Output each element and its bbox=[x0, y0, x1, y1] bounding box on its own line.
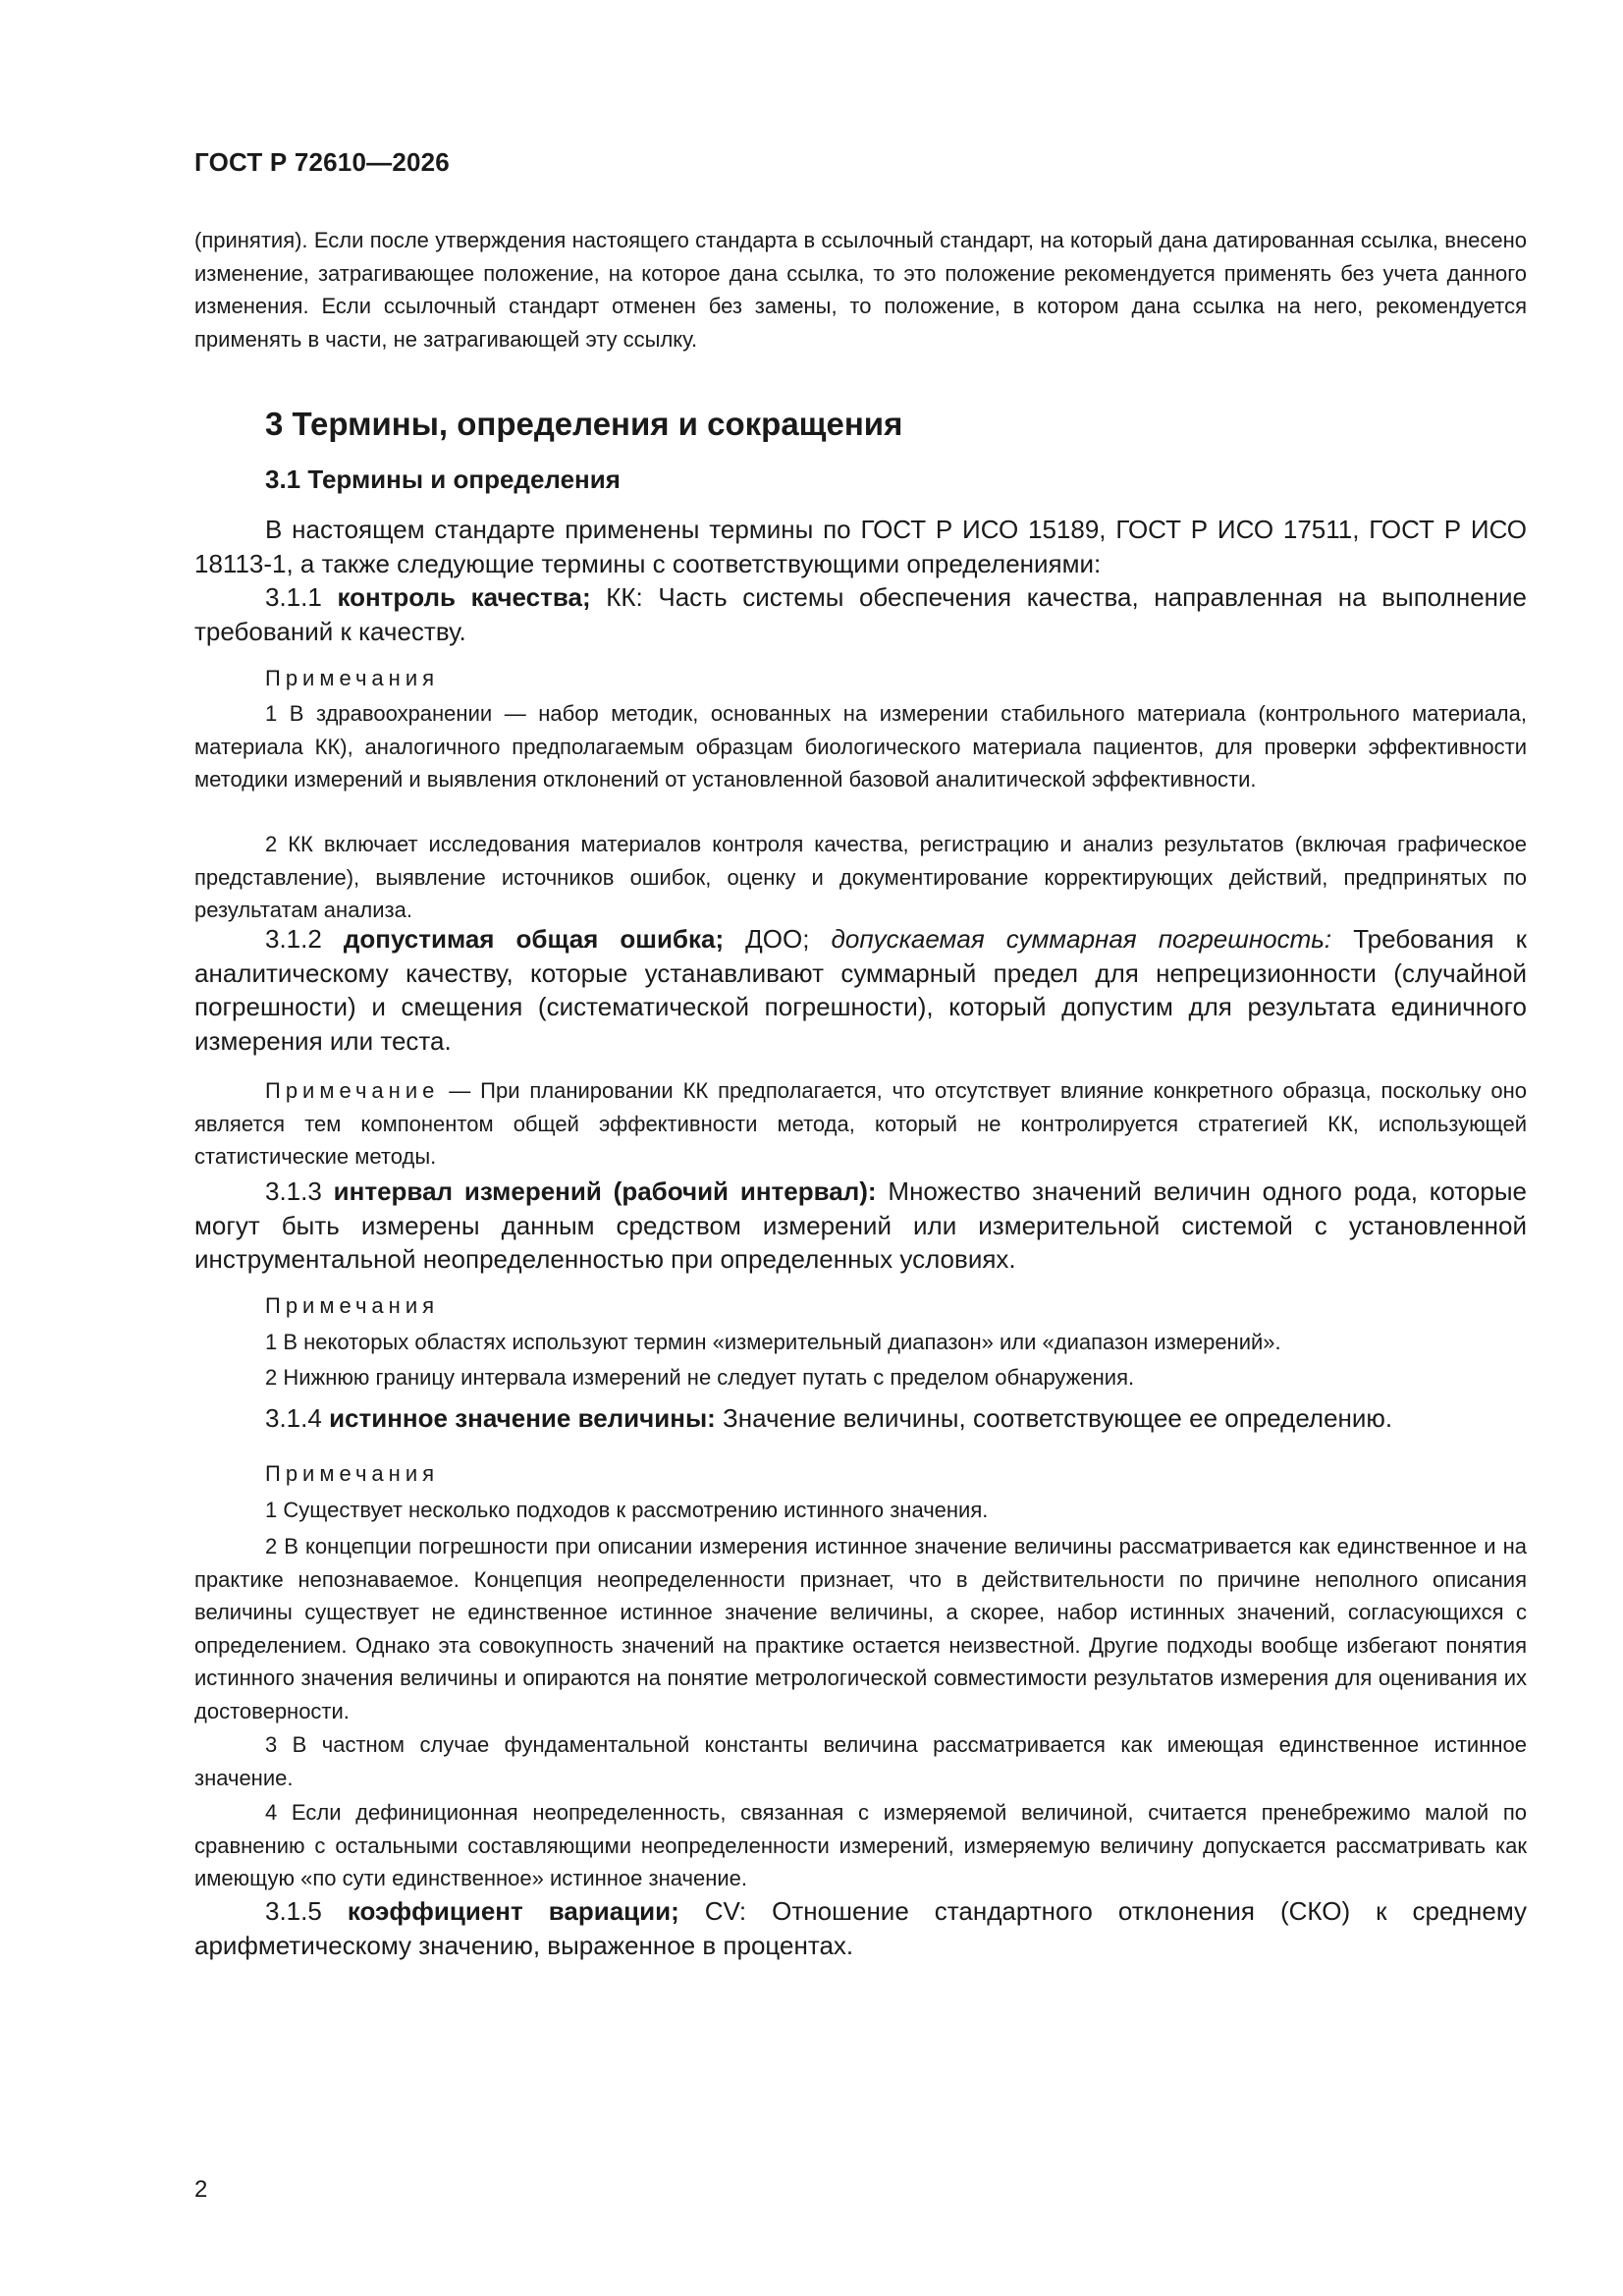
term-3-1-3 bbox=[194, 1175, 1527, 1277]
term-name: интервал измерений (рабочий интервал): bbox=[333, 1176, 877, 1206]
note: 4 Если дефиниционная неопределенность, связанная с измеряемой величиной, считается пренебрежимо малой по сравнению с остальными составляющими неопределенности измерений, измеряемую величину допускается рассматривать как имеющую «по сути единственное» истинное значение. bbox=[194, 1800, 1527, 1890]
term-3-1-5 bbox=[194, 1894, 1527, 1962]
term-definition: Часть системы обеспечения качества, направленная на выполнение требований к качеству. bbox=[194, 582, 1528, 646]
note-text: — При планировании КК предполагается, что отсутствует влияние конкретного образца, поскольку оно является тем компонентом общей эффективности метода, который не контролируется стратегией КК, использующей статистические методы. bbox=[194, 1078, 1527, 1169]
term-number: 3.1.4 bbox=[265, 1403, 322, 1433]
note-label: Примечание bbox=[265, 1078, 440, 1103]
note: 2 В концепции погрешности при описании измерения истинное значение величины рассматривается как единственное и на практике непознаваемое. Концепция неопределенности признает, что в действительности по причине неполного описания величины существует не единственное истинное значение величины, а скорее, набор истинных значений, согласующихся с определением. Однако эта совокупность значений на практике остается неизвестной. Другие подходы вообще избегают понятия истинного значения величины и опираются на понятие метрологической совместимости результатов измерения для оценивания их достоверности. bbox=[194, 1534, 1527, 1723]
note: 1 В некоторых областях используют термин «измерительный диапазон» или «диапазон измерений». bbox=[265, 1330, 1281, 1354]
section-title: 3 Термины, определения и сокращения bbox=[265, 406, 903, 442]
term-definition: Значение величины, соответствующее ее определению. bbox=[723, 1403, 1393, 1433]
notes-label: Примечания bbox=[265, 1461, 440, 1486]
term-name: допустимая общая ошибка; bbox=[343, 924, 725, 954]
note: 2 Нижнюю границу интервала измерений не следует путать с пределом обнаружения. bbox=[265, 1365, 1135, 1390]
term-abbreviation: ДОО; bbox=[745, 924, 810, 954]
term-name: коэффициент вариации; bbox=[347, 1896, 679, 1926]
term-definition: Отношение стандартного отклонения (СКО) к среднему арифметическому значению, выраженное в процентах. bbox=[194, 1896, 1527, 1960]
term-abbreviation: CV: bbox=[704, 1896, 747, 1926]
note: 3 В частном случае фундаментальной константы величина рассматривается как имеющая единственное истинное значение. bbox=[194, 1732, 1527, 1790]
section-lead: В настоящем стандарте применены термины по ГОСТ Р ИСО 15189, ГОСТ Р ИСО 17511, ГОСТ Р ИСО 18113-1, а также следующие термины с соответствующими определениями: bbox=[194, 515, 1527, 578]
notes-label: Примечания bbox=[265, 1293, 440, 1318]
page-number: 2 bbox=[194, 2176, 208, 2203]
term-3-1-1 bbox=[194, 580, 1527, 648]
term-3-1-2 bbox=[194, 922, 1527, 1058]
note: 1 В здравоохранении — набор методик, основанных на измерении стабильного материала (контрольного материала, материала КК), аналогичного предполагаемым образцам биологического материала пациентов, для проверки эффективности методики измерений и выявления отклонений от установленной базовой аналитической эффективности. bbox=[194, 701, 1527, 792]
note: 1 Существует несколько подходов к рассмотрению истинного значения. bbox=[265, 1498, 989, 1522]
term-number: 3.1.5 bbox=[265, 1896, 322, 1926]
term-number: 3.1.2 bbox=[265, 924, 322, 954]
term-abbreviation: КК: bbox=[606, 582, 643, 612]
term-3-1-4 bbox=[194, 1401, 1527, 1436]
term-number: 3.1.1 bbox=[265, 582, 322, 612]
term-definition: Требования к аналитическому качеству, которые устанавливают суммарный предел для непрецизионности (случайной погрешности) и смещения (систематической погрешности), который допустим для результата единичного измерения или теста. bbox=[194, 924, 1527, 1056]
subsection-title: 3.1 Термины и определения bbox=[265, 465, 621, 494]
term-name: истинное значение величины: bbox=[329, 1403, 716, 1433]
notes-label: Примечания bbox=[265, 666, 440, 690]
term-number: 3.1.3 bbox=[265, 1176, 322, 1206]
document-code: ГОСТ Р 72610—2026 bbox=[194, 147, 450, 177]
term-name: контроль качества; bbox=[337, 582, 591, 612]
note bbox=[194, 1074, 1527, 1174]
note: 2 КК включает исследования материалов контроля качества, регистрацию и анализ результатов (включая графическое представление), выявление источников ошибок, оценку и документирование корректирующих действий, предпринятых по результатам анализа. bbox=[194, 832, 1527, 922]
term-definition: Множество значений величин одного рода, которые могут быть измерены данным средством измерений или измерительной системой с установленной инструментальной неопределенностью при определенных условиях. bbox=[194, 1176, 1527, 1274]
intro-paragraph: (принятия). Если после утверждения настоящего стандарта в ссылочный стандарт, на который дана датированная ссылка, внесено изменение, затрагивающее положение, на которое дана ссылка, то это положение рекомендуется применять без учета данного изменения. Если ссылочный стандарт отменен без замены, то положение, в котором дана ссылка на него, рекомендуется применять в части, не затрагивающей эту ссылку. bbox=[194, 228, 1527, 352]
term-synonym: допускаемая суммарная погрешность: bbox=[831, 924, 1332, 954]
